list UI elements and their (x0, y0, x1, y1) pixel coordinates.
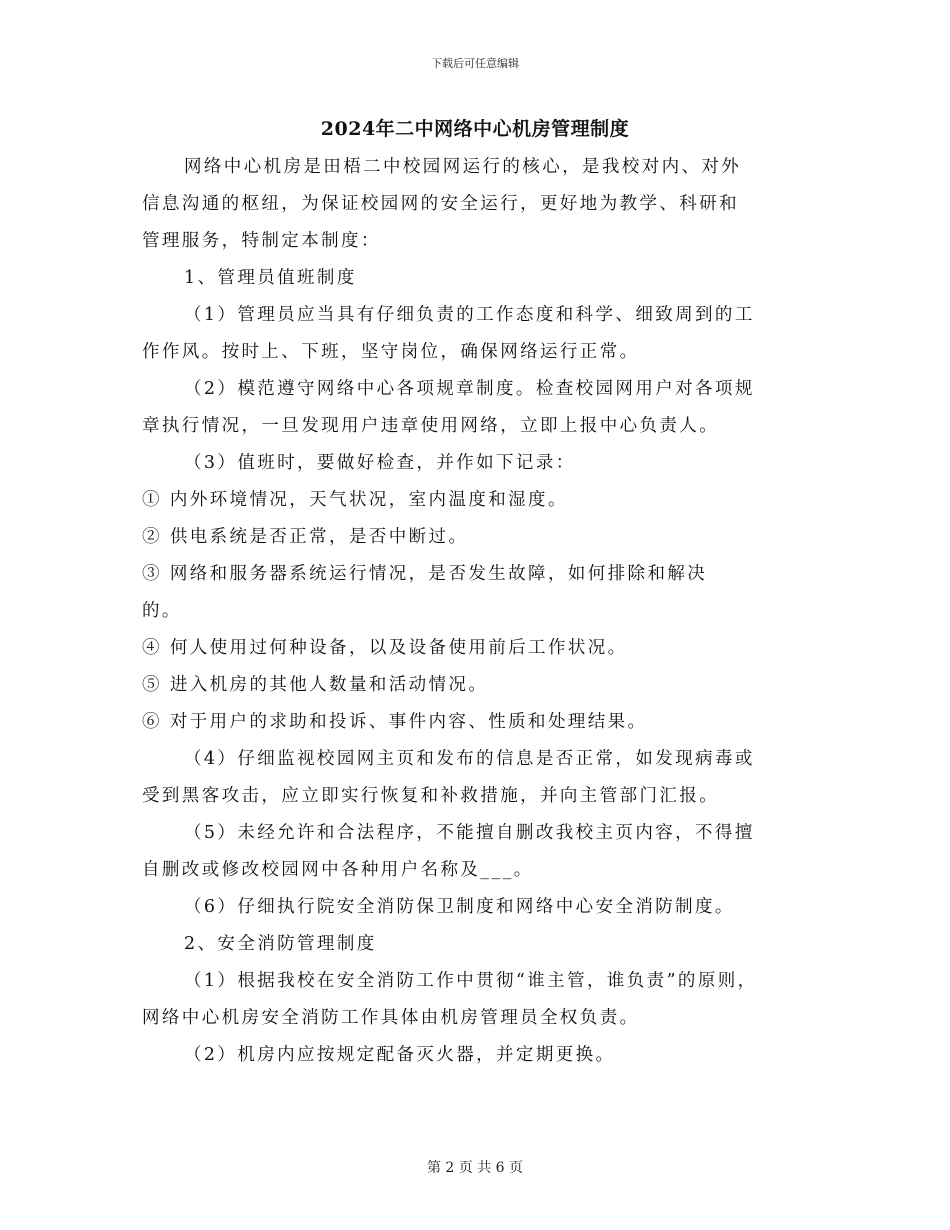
paragraph-line: （2）模范遵守网络中心各项规章制度。检查校园网用户对各项规 (184, 379, 755, 399)
page-number-footer: 第 2 页 共 6 页 (426, 1160, 524, 1176)
header-note: 下载后可任意编辑 (431, 57, 519, 70)
paragraph-line: （5）未经允许和合法程序，不能擅自删改我校主页内容，不得擅 (184, 823, 755, 843)
document-body (142, 149, 810, 1074)
section-heading: 1、管理员值班制度 (184, 268, 357, 288)
section-heading: 2、安全消防管理制度 (184, 934, 377, 954)
list-item: ④ 何人使用过何种设备，以及设备使用前后工作状况。 (142, 638, 628, 658)
paragraph-line: 管理服务，特制定本制度： (142, 231, 381, 251)
paragraph-line: （2）机房内应按规定配备灭火器，并定期更换。 (184, 1045, 616, 1065)
paragraph-line: 的。 (142, 601, 182, 621)
paragraph-line: 作作风。按时上、下班，坚守岗位，确保网络运行正常。 (142, 342, 640, 362)
paragraph-line: 网络中心机房是田梧二中校园网运行的核心，是我校对内、对外 (184, 157, 742, 177)
paragraph-line: 自删改或修改校园网中各种用户名称及___。 (142, 860, 534, 880)
document-title: 2024年二中网络中心机房管理制度 (320, 118, 630, 140)
list-item: ⑥ 对于用户的求助和投诉、事件内容、性质和处理结果。 (142, 712, 648, 732)
paragraph-line: （3）值班时，要做好检查，并作如下记录： (184, 453, 576, 473)
list-item: ① 内外环境情况，天气状况，室内温度和湿度。 (142, 490, 568, 510)
paragraph-line: 章执行情况，一旦发现用户违章使用网络，立即上报中心负责人。 (142, 416, 720, 436)
paragraph-line: 受到黑客攻击，应立即实行恢复和补救措施，并向主管部门汇报。 (142, 786, 720, 806)
list-item: ② 供电系统是否正常，是否中断过。 (142, 527, 469, 547)
list-item: ③ 网络和服务器系统运行情况，是否发生故障，如何排除和解决 (142, 564, 708, 584)
paragraph-line: （4）仔细监视校园网主页和发布的信息是否正常，如发现病毒或 (184, 749, 755, 769)
paragraph-line: （1）管理员应当具有仔细负责的工作态度和科学、细致周到的工 (184, 305, 755, 325)
paragraph-line: （6）仔细执行院安全消防保卫制度和网络中心安全消防制度。 (184, 897, 735, 917)
list-item: ⑤ 进入机房的其他人数量和活动情况。 (142, 675, 489, 695)
paragraph-line: （1）根据我校在安全消防工作中贯彻“谁主管，谁负责”的原则， (184, 971, 758, 991)
paragraph-line: 信息沟通的枢纽，为保证校园网的安全运行，更好地为教学、科研和 (142, 194, 739, 214)
paragraph-line: 网络中心机房安全消防工作具体由机房管理员全权负责。 (142, 1008, 640, 1028)
